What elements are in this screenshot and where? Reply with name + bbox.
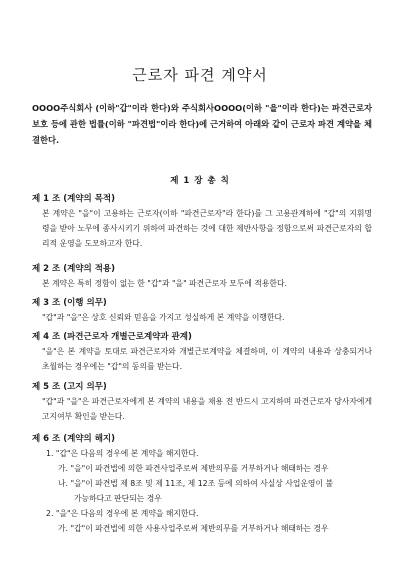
list-item: 가능하다고 판단되는 경우 [74,494,162,503]
article-title: 제 4 조 (파견근로자 개별근로계약과 관계) [32,332,192,342]
list-item: 2. "을"은 다음의 경우에 본 계약을 해지한다. [46,509,199,518]
list-item: 1. "갑"은 다음의 경우에 본 계약을 해지한다. [46,449,199,458]
article-1 [32,192,372,251]
article-title: 제 6 조 (계약의 해지) [32,434,115,444]
article-body: "을"은 본 계약을 토대로 파견근로자와 개별근로계약을 체결하며, 이 계약의 내용과 상충되거나 초월하는 경우에는 "갑"의 동의를 받는다. [42,347,372,371]
article-6 [32,432,372,536]
article-body: 본 계약은 특히 정함이 없는 한 "갑"과 "을" 파견근로자 모두에 적용한다. [42,279,287,288]
article-title: 제 5 조 (고지 의무) [32,382,107,392]
article-body: 본 계약은 "을"이 고용하는 근로자(이하 "파견근로자"라 한다)를 그 고용관계하에 "갑"의 지휘명령을 받아 노무에 종사시키기 위하여 파견하는 것에 대한 제반사항을 정함으로써 파견근로자의 합리적 운영을 도모하고자 한다. [42,209,372,248]
document-title: 근로자 파견 계약서 [132,66,268,84]
article-4 [32,330,372,374]
list-item: 나. "을"이 파견법 제 8조 및 제 11조, 제 12조 등에 의하여 사실상 사업운영이 불 [58,479,333,488]
article-3 [32,296,372,325]
article-title: 제 2 조 (계약의 적용) [32,264,115,274]
chapter-heading: 제 1 장 총 칙 [170,176,230,186]
article-body: "갑"과 "을"은 상호 신뢰와 믿음을 가지고 성실하게 본 계약을 이행한다. [42,313,285,322]
article-2 [32,262,372,291]
intro-paragraph: OOOO주식회사 (이하"갑"이라 한다)와 주식회사OOOO(이하 "을"이라 한다)는 파견근로자 보호 등에 관한 법률(이하 "파견법"이라 한다)에 근거하여 아래와 같이 근로자 파견 계약을 체결한다. [32,103,372,145]
article-title: 제 3 조 (이행 의무) [32,298,107,308]
list-item: 가. "갑"이 파견법에 의한 사용사업주로써 제반의무를 거부하거나 해태하는 경우 [58,524,329,533]
list-item: 가. "을"이 파견법에 의한 파견사업주로써 제반의무를 거부하거나 해태하는 경우 [58,464,329,473]
article-5 [32,380,372,424]
article-title: 제 1 조 (계약의 목적) [32,194,115,204]
article-body: "갑"과 "을"은 파견근로자에게 본 계약의 내용을 채용 전 반드시 고지하며 파견근로자 당사자에게 고지여부 확인을 받는다. [42,397,372,421]
